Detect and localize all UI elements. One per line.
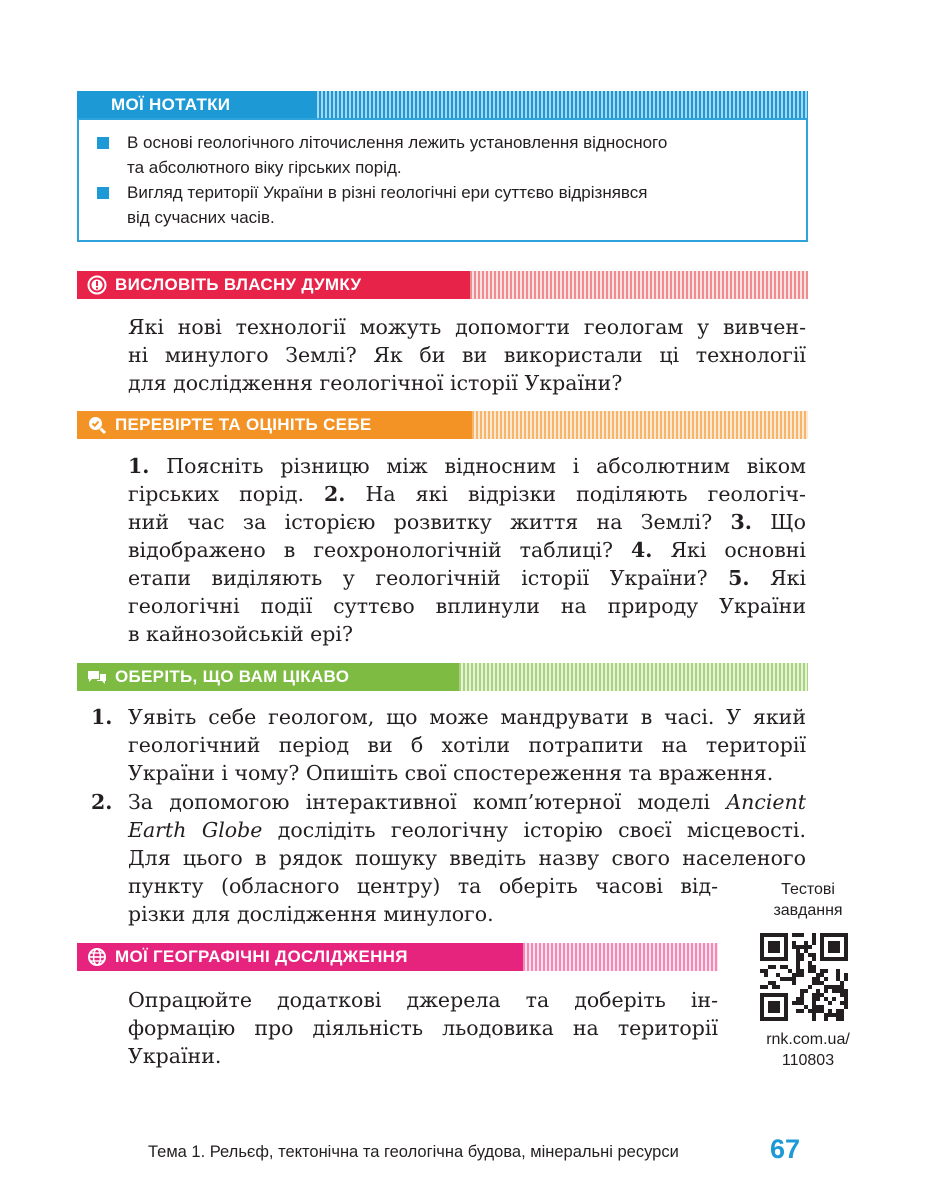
qr-label bbox=[748, 879, 868, 921]
task-number: 1. bbox=[91, 705, 113, 729]
footer-text: Тема 1. Рельєф, тектонічна та геологічна будова, мінеральні ресурси bbox=[148, 1143, 679, 1161]
text-line bbox=[128, 452, 806, 480]
page-number: 67 bbox=[770, 1134, 801, 1164]
qr-label-line: завдання bbox=[773, 902, 843, 919]
choose-title: ОБЕРІТЬ, ЩО ВАМ ЦІКАВО bbox=[115, 667, 350, 686]
text-line: Які нові технології можуть допомогти геологам у вивчен- bbox=[128, 315, 806, 339]
choose-header bbox=[77, 663, 808, 691]
text-line: для дослідження геологічної історії України? bbox=[128, 371, 623, 395]
question-number: 2. bbox=[324, 482, 346, 506]
model-name: Ancient bbox=[726, 790, 806, 814]
text-line bbox=[128, 480, 806, 508]
check-header-stripes bbox=[472, 411, 808, 439]
text-line: в кайнозойській ері? bbox=[128, 622, 353, 646]
note-item bbox=[97, 130, 797, 180]
text-line: Уявіть себе геологом, що може мандрувати в часі. У який bbox=[128, 705, 806, 729]
opinion-header bbox=[77, 271, 808, 299]
notes-header bbox=[77, 91, 808, 119]
text-line: України і чому? Опишіть свої спостереження та враження. bbox=[128, 761, 774, 785]
question-text: відображено в геохронологічній таблиці? bbox=[128, 538, 632, 562]
question-text: Які основні bbox=[652, 538, 806, 562]
research-header bbox=[77, 943, 718, 971]
check-title: ПЕРЕВІРТЕ ТА ОЦІНІТЬ СЕБЕ bbox=[115, 415, 372, 434]
question-number: 1. bbox=[128, 454, 150, 478]
question-number: 3. bbox=[730, 510, 752, 534]
model-name: Earth Globe bbox=[128, 818, 263, 842]
text-line bbox=[128, 564, 806, 592]
question-number: 4. bbox=[631, 538, 653, 562]
qr-url[interactable] bbox=[743, 1029, 873, 1071]
task-text: За допомогою інтерактивної комп’ютерної моделі bbox=[128, 790, 727, 814]
research-title: МОЇ ГЕОГРАФІЧНІ ДОСЛІДЖЕННЯ bbox=[115, 947, 408, 966]
qr-code-icon[interactable] bbox=[760, 933, 848, 1021]
text-line: геологічний період ви б хотіли потрапити на території bbox=[128, 733, 806, 757]
magnifier-check-icon bbox=[87, 415, 107, 435]
text-line: формацію про діяльність льодовика на території bbox=[128, 1016, 718, 1040]
question-text: На які відрізки поділяють геологіч- bbox=[345, 482, 806, 506]
bullet-square-icon bbox=[97, 187, 109, 199]
question-text: ний час за історією розвитку життя на Землі? bbox=[128, 510, 731, 534]
question-text: Що bbox=[751, 510, 806, 534]
text-line: геологічні події суттєво вплинули на природу України bbox=[128, 594, 806, 618]
notes-box bbox=[77, 118, 808, 242]
text-line: України. bbox=[128, 1044, 222, 1068]
task-2-text bbox=[128, 788, 806, 872]
text-line bbox=[128, 508, 806, 536]
text-line bbox=[128, 788, 806, 816]
qr-url-line: rnk.com.ua/ bbox=[766, 1031, 850, 1048]
question-text: етапи виділяють у геологічній історії України? bbox=[128, 566, 729, 590]
chat-bubbles-icon bbox=[87, 667, 107, 687]
qr-label-line: Тестові bbox=[781, 881, 835, 898]
note-item bbox=[97, 180, 797, 230]
notes-header-stripes bbox=[315, 91, 808, 119]
notes-title: МОЇ НОТАТКИ bbox=[111, 95, 231, 114]
opinion-title: ВИСЛОВІТЬ ВЛАСНУ ДУМКУ bbox=[115, 275, 362, 294]
opinion-header-stripes bbox=[470, 271, 808, 299]
opinion-text bbox=[128, 313, 806, 397]
note-line: Вигляд території України в різні геологічні ери суттєво відрізнявся bbox=[127, 183, 648, 202]
text-line bbox=[128, 816, 806, 844]
check-questions bbox=[128, 452, 806, 648]
question-text: Поясніть різницю між відносним і абсолютним віком bbox=[149, 454, 806, 478]
research-text bbox=[128, 986, 718, 1070]
note-line: та абсолютного віку гірських порід. bbox=[127, 158, 402, 177]
qr-url-line: 110803 bbox=[781, 1052, 835, 1069]
question-text: гірських порід. bbox=[128, 482, 325, 506]
text-line bbox=[128, 536, 806, 564]
note-line: В основі геологічного літочислення лежить установлення відносного bbox=[127, 133, 668, 152]
task-number: 2. bbox=[91, 790, 113, 814]
question-text: Які bbox=[749, 566, 806, 590]
text-line: ні минулого Землі? Як би ви використали ці технології bbox=[128, 343, 806, 367]
text-line: пункту (обласного центру) та оберіть часові від- bbox=[128, 874, 718, 898]
task-2-text-cont bbox=[128, 872, 718, 928]
text-line: різки для дослідження минулого. bbox=[128, 902, 494, 926]
question-number: 5. bbox=[728, 566, 750, 590]
exclamation-circle-icon bbox=[87, 275, 107, 295]
task-1-text bbox=[128, 703, 806, 787]
text-line: Опрацюйте додаткові джерела та доберіть ін- bbox=[128, 988, 718, 1012]
globe-icon bbox=[87, 947, 107, 967]
task-text: дослідіть геологічну історію своєї місцевості. bbox=[262, 818, 806, 842]
bullet-square-icon bbox=[97, 137, 109, 149]
text-line: Для цього в рядок пошуку введіть назву свого населеного bbox=[128, 846, 806, 870]
choose-header-stripes bbox=[459, 663, 808, 691]
check-header bbox=[77, 411, 808, 439]
research-header-stripes bbox=[523, 943, 718, 971]
note-line: від сучасних часів. bbox=[127, 208, 275, 227]
